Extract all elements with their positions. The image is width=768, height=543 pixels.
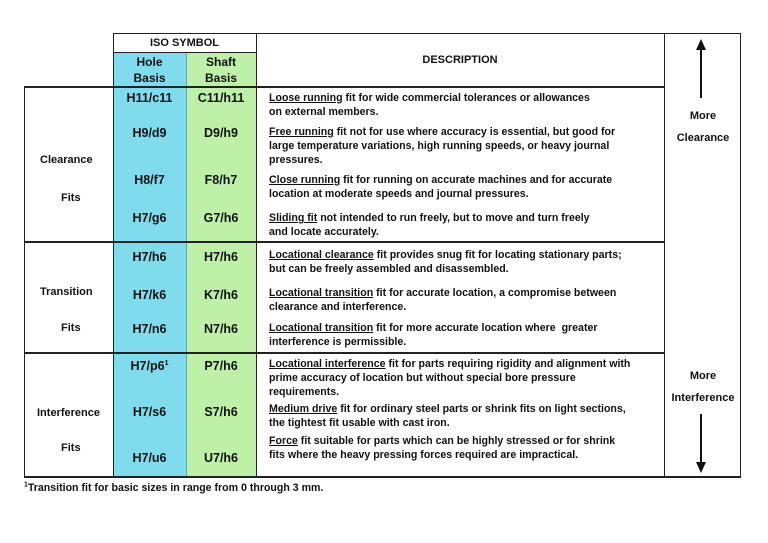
- footnote: [24, 482, 323, 494]
- description-line: [269, 125, 615, 139]
- grid-line: [113, 33, 256, 34]
- shaft-basis-symbol: K7/h6: [203, 288, 239, 302]
- grid-line: [256, 33, 741, 34]
- shaft-basis-symbol: P7/h6: [204, 359, 238, 373]
- group-clearance-fits: Fits: [61, 192, 81, 204]
- fit-description: [269, 125, 615, 167]
- fit-term: Locational interference: [269, 358, 386, 370]
- fit-term: Sliding fit: [269, 212, 318, 224]
- description-line: but can be freely assembled and disassembled.: [269, 263, 509, 275]
- hole-symbol-text: H7/u6: [132, 451, 167, 465]
- fit-term: Locational transition: [269, 322, 374, 334]
- group-transition-label: Transition: [40, 286, 93, 298]
- fit-description: [269, 91, 590, 119]
- description-line: [269, 321, 598, 335]
- description-line: fits where the heavy pressing forces required are impractical.: [269, 449, 579, 461]
- fit-description: [269, 286, 616, 314]
- hole-basis-symbol: [113, 211, 186, 225]
- fit-term: Medium drive: [269, 403, 338, 415]
- fit-description: [269, 248, 622, 276]
- hole-basis-symbol: [113, 359, 186, 373]
- fit-term: Locational transition: [269, 287, 374, 299]
- description-line: location at moderate speeds and journal pressures.: [269, 188, 529, 200]
- description-line: and locate accurately.: [269, 226, 379, 238]
- hole-symbol-text: H9/d9: [132, 126, 167, 140]
- shaft-basis-symbol: G7/h6: [203, 211, 239, 225]
- description-line: [269, 248, 622, 262]
- header-line: Shaft: [206, 55, 236, 69]
- hole-symbol-text: H8/f7: [134, 173, 165, 187]
- description-line: [269, 211, 590, 225]
- group-interference-label: Interference: [37, 407, 100, 419]
- fit-description: [269, 211, 590, 239]
- group-interference-fits: Fits: [61, 442, 81, 454]
- arrow-down-icon: [692, 412, 710, 474]
- more-interference-label-2: Interference: [671, 392, 735, 404]
- hole-symbol-text: H7/s6: [132, 405, 167, 419]
- footnote-text: Transition fit for basic sizes in range from 0 through 3 mm.: [27, 482, 324, 494]
- hole-basis-symbol: [113, 322, 186, 336]
- group-clearance-label: Clearance: [40, 154, 93, 166]
- grid-line: [24, 86, 25, 477]
- description-line: [269, 402, 626, 416]
- grid-line: [113, 52, 256, 53]
- grid-line: [740, 33, 741, 478]
- description-line: prime accuracy of location but without special bore pressure: [269, 372, 576, 384]
- hole-basis-symbol: [113, 451, 186, 465]
- description-text: fit for running on accurate machines and for accurate: [340, 174, 613, 186]
- description-text: fit for wide commercial tolerances or allowances: [342, 92, 590, 104]
- more-clearance-label-2: Clearance: [676, 132, 730, 144]
- hole-symbol-text: H7/h6: [132, 250, 167, 264]
- description-header: DESCRIPTION: [422, 54, 498, 66]
- fit-description: [269, 357, 630, 399]
- description-text: fit for accurate location, a compromise between: [373, 287, 617, 299]
- description-line: large temperature variations, high running speeds, or heavy journal: [269, 140, 610, 152]
- hole-symbol-text: H11/c11: [126, 91, 173, 105]
- description-text: fit not for use where accuracy is essential, but good for: [333, 126, 616, 138]
- grid-line: [24, 86, 664, 88]
- hole-basis-header: [113, 54, 186, 86]
- fit-term: Close running: [269, 174, 341, 186]
- iso-symbol-header: ISO SYMBOL: [149, 37, 220, 49]
- description-line: [269, 357, 630, 371]
- shaft-basis-symbol: D9/h9: [203, 126, 239, 140]
- hole-symbol-text: H7/p6: [130, 359, 165, 373]
- fit-description: [269, 434, 615, 462]
- grid-line: [664, 33, 665, 478]
- hole-basis-symbol: [113, 126, 186, 140]
- header-line: Hole: [136, 55, 163, 69]
- shaft-basis-header: [186, 54, 256, 86]
- description-line: [269, 173, 612, 187]
- fit-term: Loose running: [269, 92, 343, 104]
- hole-basis-symbol: [113, 250, 186, 264]
- description-line: requirements.: [269, 386, 340, 398]
- grid-line: [24, 352, 664, 354]
- description-text: fit provides snug fit for locating stationary parts;: [373, 249, 622, 261]
- hole-symbol-text: H7/k6: [132, 288, 167, 302]
- shaft-basis-symbol: C11/h11: [197, 91, 245, 105]
- fit-description: [269, 321, 598, 349]
- description-text: fit suitable for parts which can be highly stressed or for shrink: [297, 435, 616, 447]
- grid-line: [24, 241, 664, 243]
- description-line: pressures.: [269, 154, 323, 166]
- description-line: [269, 286, 616, 300]
- hole-basis-symbol: [113, 91, 186, 105]
- description-line: [269, 434, 615, 448]
- shaft-basis-symbol: H7/h6: [203, 250, 239, 264]
- more-clearance-label: More: [689, 110, 717, 122]
- description-line: the tightest fit usable with cast iron.: [269, 417, 450, 429]
- header-line: Basis: [204, 71, 238, 85]
- header-line: Basis: [133, 71, 166, 85]
- description-text: fit for ordinary steel parts or shrink fits on light sections,: [337, 403, 626, 415]
- description-text: fit for parts requiring rigidity and alignment with: [385, 358, 631, 370]
- fit-description: [269, 402, 626, 430]
- fit-term: Free running: [269, 126, 334, 138]
- more-interference-label: More: [689, 370, 717, 382]
- hole-basis-symbol: [113, 288, 186, 302]
- footnote-ref: 1: [164, 359, 169, 367]
- fit-term: Locational clearance: [269, 249, 374, 261]
- shaft-basis-symbol: U7/h6: [203, 451, 239, 465]
- grid-line: [256, 33, 257, 478]
- description-text: fit for more accurate location where greater: [373, 322, 598, 334]
- group-transition-fits: Fits: [61, 322, 81, 334]
- hole-symbol-text: H7/n6: [132, 322, 167, 336]
- description-text: not intended to run freely, but to move and turn freely: [317, 212, 590, 224]
- shaft-basis-symbol: S7/h6: [204, 405, 238, 419]
- description-line: clearance and interference.: [269, 301, 407, 313]
- arrow-up-icon: [692, 38, 710, 100]
- description-line: [269, 91, 590, 105]
- hole-symbol-text: H7/g6: [132, 211, 167, 225]
- fit-term: Force: [269, 435, 298, 447]
- hole-basis-symbol: [113, 405, 186, 419]
- hole-basis-symbol: [113, 173, 186, 187]
- shaft-basis-symbol: F8/h7: [204, 173, 238, 187]
- description-line: on external members.: [269, 106, 379, 118]
- footnote-mark: 1: [24, 481, 28, 489]
- grid-line: [24, 476, 741, 478]
- fit-description: [269, 173, 612, 201]
- shaft-basis-symbol: N7/h6: [203, 322, 239, 336]
- description-line: interference is permissible.: [269, 336, 407, 348]
